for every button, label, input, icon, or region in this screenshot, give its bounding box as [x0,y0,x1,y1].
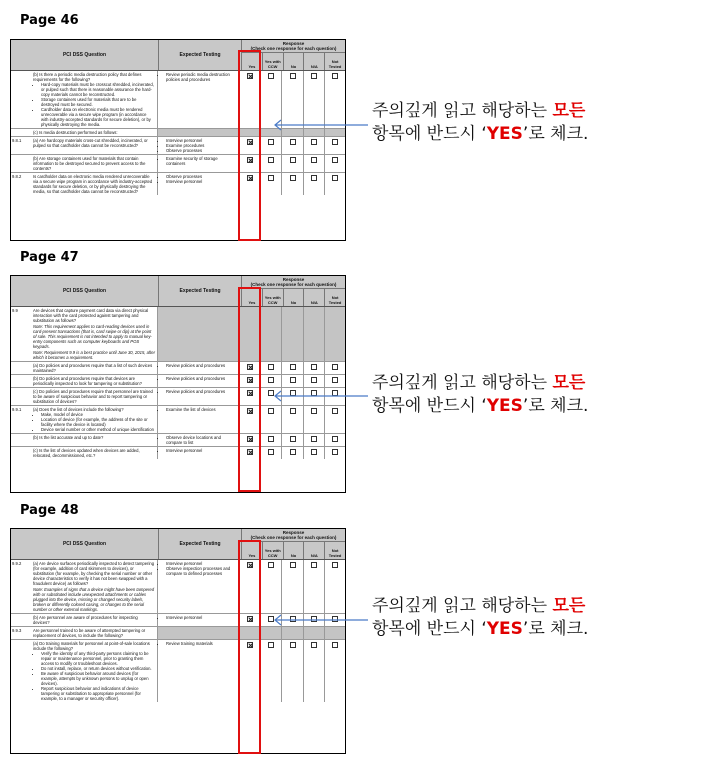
testing-item: • Review policies and procedures [166,376,237,381]
requirement-number [11,614,31,626]
arrow-icon [270,612,370,628]
testing-item: • Interview personnel [166,448,237,453]
response-col-header: Not Tested [328,59,342,69]
testing-header: Expected Testing [159,40,242,70]
response-cell [325,137,345,154]
expected-testing [158,137,240,154]
question-main: (b) Is the list accurate and up to date? [33,435,104,440]
response-cell [261,406,282,433]
response-cell [282,560,303,613]
testing-list [160,407,237,412]
testing-item: • Review policies and procedures [166,363,237,368]
response-cell [325,375,345,387]
question-bullets [33,82,155,127]
response-checkbox[interactable] [311,562,317,568]
response-label: Response [282,41,305,46]
response-cell [325,434,345,446]
requirement-number: 9.8.2 [12,174,22,179]
testing-item: • Examine procedures [166,143,237,148]
response-checkbox[interactable] [268,642,274,648]
response-checkbox[interactable] [290,408,296,414]
question-main: Are personnel trained to be aware of attempted tampering or replacement of devices, to include the following? [33,628,146,638]
requirement-number [11,362,31,374]
question-bullet: • Report suspicious behavior and indications of device tampering or substitution to appropriate personnel (for example, to a manager or security officer). [41,686,155,701]
page-label-46: Page 46 [20,13,79,28]
testing-list [160,561,237,576]
requirement-number [11,155,31,172]
expected-testing [158,640,240,702]
response-checkbox[interactable] [290,364,296,370]
table-row [11,155,345,173]
question-bullet: • Make, model of device [41,412,155,417]
expected-testing [158,434,240,446]
yes-column-highlight [238,540,261,754]
expected-testing [158,447,240,459]
expected-testing [158,155,240,172]
testing-item: • Observe processes [166,148,237,153]
response-checkbox[interactable] [268,562,274,568]
table-header [11,276,345,307]
table-row [11,362,345,375]
response-col-header: No [284,542,305,559]
testing-list [160,72,237,82]
question-main: (a) Are hardcopy materials cross-cut shredded, incinerated, or pulped so that cardholder data cannot be reconstructed? [33,138,148,148]
callout-page-46: 주의깊게 읽고 해당하는 모든 항목에 반드시 ‘YES’로 체크. [372,101,589,144]
question-text [31,375,158,387]
testing-list [160,641,237,646]
expected-testing [158,375,240,387]
question-bullet: • Hard-copy materials must be crosscut shredded, incinerated, or pulped such that there is reasonable assurance the hard-copy materials cannot be reconstructed. [41,82,155,97]
response-cell [325,627,345,639]
response-checkbox[interactable] [290,436,296,442]
expected-testing [158,627,240,639]
question-text [31,614,158,626]
response-cell [282,434,303,446]
response-checkbox[interactable] [332,139,338,145]
question-main: (b) Do policies and procedures require that devices are periodically inspected to look for tampering or substitution? [33,376,142,386]
question-main: (b) Is there a periodic media destruction policy that defines requirements for the following? [33,72,142,82]
response-cell [282,640,303,702]
requirement-number: 9.9 [12,308,18,313]
table-row [11,375,345,388]
question-text [31,155,158,172]
callout-page-47: 주의깊게 읽고 해당하는 모든 항목에 반드시 ‘YES’로 체크. [372,373,589,416]
response-col-header: N/A [304,542,325,559]
response-checkbox[interactable] [332,562,338,568]
requirement-number [11,640,31,702]
testing-item: • Examine security of storage containers [166,156,237,166]
response-cell [304,406,325,433]
response-cell [304,155,325,172]
table-header [11,529,345,560]
question-text [31,406,158,433]
question-main: (b) Are personnel are aware of procedures for inspecting devices? [33,615,138,625]
response-cell [261,362,282,374]
testing-item: • Interview personnel [166,615,237,620]
response-checkbox[interactable] [332,73,338,79]
response-cell [282,447,303,459]
response-cell [304,173,325,195]
response-checkbox[interactable] [268,449,274,455]
question-text [31,560,158,613]
response-checkbox[interactable] [268,139,274,145]
testing-item: • Review policies and procedures [166,389,237,394]
response-checkbox[interactable] [332,364,338,370]
question-bullet: • Location of device (for example, the address of the site or facility where the device is located) [41,417,155,427]
expected-testing [158,129,240,136]
response-cell [261,640,282,702]
requirement-number: 9.9.2 [12,561,22,566]
question-note: Note: Requirement 9.9 is a best practice until June 30, 2015, after which it becomes a requirement. [33,350,155,360]
response-cell [304,434,325,446]
testing-list [160,376,237,381]
testing-item: • Observe device locations and compare to list [166,435,237,445]
response-cell [261,560,282,613]
response-checkbox[interactable] [290,139,296,145]
testing-item: • Interview personnel [166,179,237,184]
pci-dss-table-page-47 [10,275,346,493]
response-checkbox[interactable] [311,73,317,79]
pci-dss-table-page-46 [10,39,346,241]
question-main: (a) Does the list of devices include the following? [33,407,124,412]
question-text [31,137,158,154]
response-subtitle: (Check one response for each question) [250,282,337,287]
requirement-number [11,129,31,136]
response-checkbox[interactable] [311,157,317,163]
response-cell [304,560,325,613]
response-cell [282,375,303,387]
question-header: PCI DSS Question [11,276,159,306]
question-text [31,627,158,639]
question-note: Note: Examples of signs that a device might have been tampered with or substituted include unexpected attachments or cables plugged into the device, missing or changed security labels, broken or differently colored casing, or changes to the serial number or other external markings. [33,587,155,612]
response-cell [325,640,345,702]
expected-testing [158,406,240,433]
question-text [31,388,158,405]
response-checkbox[interactable] [311,449,317,455]
callout-page-48: 주의깊게 읽고 해당하는 모든 항목에 반드시 ‘YES’로 체크. [372,596,589,639]
question-bullet: • Cardholder data on electronic media must be rendered unrecoverable via a secure wipe program (in accordance with industry-accepted standards for secure deletion), or by physically destroying the media. [41,107,155,127]
response-checkbox[interactable] [268,157,274,163]
response-cell [304,447,325,459]
requirement-number [11,375,31,387]
question-text [31,71,158,128]
response-checkbox[interactable] [311,436,317,442]
response-cell [282,627,303,639]
testing-item: • Interview personnel [166,561,237,566]
requirement-number [11,71,31,128]
question-main: (a) Are device surfaces periodically inspected to detect tampering (for example, addition of card skimmers to devices), or substitution (for example, by checking the serial number or other device characteristics to verify it has not been swapped with a fraudulent device) as follows? [33,561,155,586]
response-cell [282,307,303,361]
response-col-header: No [284,53,305,70]
response-cell [304,362,325,374]
testing-item: • Observe processes [166,174,237,179]
response-cell [325,173,345,195]
requirement-number [11,434,31,446]
testing-list [160,156,237,166]
expected-testing [158,173,240,195]
response-cell [325,447,345,459]
expected-testing [158,362,240,374]
requirement-number [11,388,31,405]
response-label: Response [282,277,305,282]
question-bullets [33,412,155,432]
question-text [31,129,158,136]
arrow-icon [270,388,370,404]
response-checkbox[interactable] [311,642,317,648]
response-col-header: Yes with CCW [263,542,284,559]
response-checkbox[interactable] [290,175,296,181]
question-text [31,640,158,702]
response-checkbox[interactable] [332,377,338,383]
response-cell [261,434,282,446]
yes-column-highlight [238,50,261,241]
testing-item: • Observe inspection processes and compare to defined processes [166,566,237,576]
table-header [11,40,345,71]
expected-testing [158,71,240,128]
response-checkbox[interactable] [311,408,317,414]
testing-item: • Review training materials [166,641,237,646]
response-cell [304,307,325,361]
response-checkbox[interactable] [268,175,274,181]
response-cell [325,560,345,613]
response-checkbox[interactable] [311,139,317,145]
response-col-header: Yes [242,289,263,306]
response-col-header: Yes with CCW [263,53,284,70]
response-cell [261,447,282,459]
response-checkbox[interactable] [311,364,317,370]
question-text [31,173,158,195]
response-checkbox[interactable] [311,377,317,383]
pci-dss-table-page-48 [10,528,346,754]
table-row [11,137,345,155]
question-main: Are devices that capture payment card data via direct physical interaction with the card protected against tampering and substitution as follows? [33,308,149,323]
response-checkbox[interactable] [290,157,296,163]
question-main: (a) Do policies and procedures require that a list of such devices maintained? [33,363,153,373]
testing-list [160,138,237,153]
table-row [11,627,345,640]
response-checkbox[interactable] [311,175,317,181]
response-cell [304,627,325,639]
response-checkbox[interactable] [332,642,338,648]
page-label-48: Page 48 [20,503,79,518]
question-text [31,447,158,459]
table-row [11,560,345,614]
question-header: PCI DSS Question [11,529,159,559]
response-cell [261,155,282,172]
testing-list [160,389,237,394]
testing-list [160,363,237,368]
question-text [31,307,158,361]
question-bullet: • Be aware of suspicious behavior around devices (for example, attempts by unknown persons to unplug or open devices). [41,671,155,686]
response-checkbox[interactable] [332,175,338,181]
testing-item: • Examine the list of devices [166,407,237,412]
response-checkbox[interactable] [290,73,296,79]
question-main: (c) Do policies and procedures require that personnel are trained to be aware of suspicious behavior and to report tampering or substitution of devices? [33,389,153,404]
testing-header: Expected Testing [159,529,242,559]
table-row [11,447,345,459]
question-note: Note: This requirement applies to card-reading devices used in card-present transactions (that is, card swipe or dip) at the point of sale. This requirement is not intended to apply to manual key-entry components such as computer keyboards and POS keypads. [33,324,152,349]
response-checkbox[interactable] [332,449,338,455]
response-checkbox[interactable] [268,436,274,442]
response-checkbox[interactable] [332,157,338,163]
response-cell [325,307,345,361]
response-checkbox[interactable] [268,408,274,414]
expected-testing [158,307,240,361]
question-main: (a) Do training materials for personnel at point-of-sale locations include the following? [33,641,150,651]
response-col-header: No [284,289,305,306]
response-cell [261,627,282,639]
response-subtitle: (Check one response for each question) [250,46,337,51]
response-checkbox[interactable] [332,436,338,442]
table-row [11,173,345,195]
response-cell [261,173,282,195]
yes-column-highlight [238,287,261,492]
requirement-number: 9.9.1 [12,407,22,412]
testing-list [160,174,237,184]
response-cell [282,406,303,433]
response-col-header: Yes with CCW [263,289,284,306]
question-main: (c) Is the list of devices updated when devices are added, relocated, decommissioned, etc.? [33,448,140,458]
response-cell [325,155,345,172]
response-checkbox[interactable] [290,642,296,648]
response-cell [282,155,303,172]
requirement-number: 9.9.3 [12,628,22,633]
response-col-header: Yes [242,542,263,559]
question-main: Is cardholder data on electronic media rendered unrecoverable via a secure wipe program in accordance with industry-accepted standards for secure deletion, or by physically destroying the media, so that cardholder data cannot be reconstructed? [33,174,153,194]
requirement-number [11,447,31,459]
page-label-47: Page 47 [20,250,79,265]
table-row [11,434,345,447]
response-col-header: Not Tested [328,548,342,558]
response-checkbox[interactable] [290,562,296,568]
response-col-header: Not Tested [328,295,342,305]
question-text [31,434,158,446]
response-cell [282,137,303,154]
requirement-number: 9.8.1 [12,138,22,143]
response-cell [261,375,282,387]
response-col-header: N/A [304,53,325,70]
question-header: PCI DSS Question [11,40,159,70]
response-checkbox[interactable] [268,377,274,383]
testing-item: • Review periodic media destruction policies and procedures [166,72,237,82]
table-row [11,640,345,702]
response-cell [304,137,325,154]
table-row [11,406,345,434]
response-cell [304,640,325,702]
question-bullet: • Do not install, replace, or return devices without verification. [41,666,155,671]
testing-list [160,435,237,445]
response-cell [304,375,325,387]
table-row [11,307,345,362]
response-checkbox[interactable] [268,73,274,79]
question-bullet: • Storage containers used for materials that are to be destroyed must be secured. [41,97,155,107]
arrow-icon [270,117,370,133]
response-checkbox[interactable] [268,364,274,370]
testing-item: • Interview personnel [166,138,237,143]
question-bullet: • Device serial number or other method of unique identification [41,427,155,432]
response-col-header: N/A [304,289,325,306]
expected-testing [158,388,240,405]
expected-testing [158,560,240,613]
response-cell [325,406,345,433]
response-label: Response [282,530,305,535]
question-bullets [33,651,155,701]
response-cell [282,362,303,374]
response-cell [261,307,282,361]
expected-testing [158,614,240,626]
response-checkbox[interactable] [332,408,338,414]
response-subtitle: (Check one response for each question) [250,535,337,540]
response-checkbox[interactable] [290,377,296,383]
question-bullet: • Verify the identity of any third-party persons claiming to be repair or maintenance personnel, prior to granting them access to modify or troubleshoot devices. [41,651,155,666]
testing-list [160,448,237,453]
response-col-header: Yes [242,53,263,70]
testing-list [160,615,237,620]
question-main: (b) Are storage containers used for materials that contain information to be destroyed secured to prevent access to the contents? [33,156,146,171]
response-cell [282,173,303,195]
response-checkbox[interactable] [290,449,296,455]
question-main: (c) Is media destruction performed as follows: [33,130,118,135]
testing-header: Expected Testing [159,276,242,306]
response-cell [325,362,345,374]
question-text [31,362,158,374]
response-cell [261,137,282,154]
